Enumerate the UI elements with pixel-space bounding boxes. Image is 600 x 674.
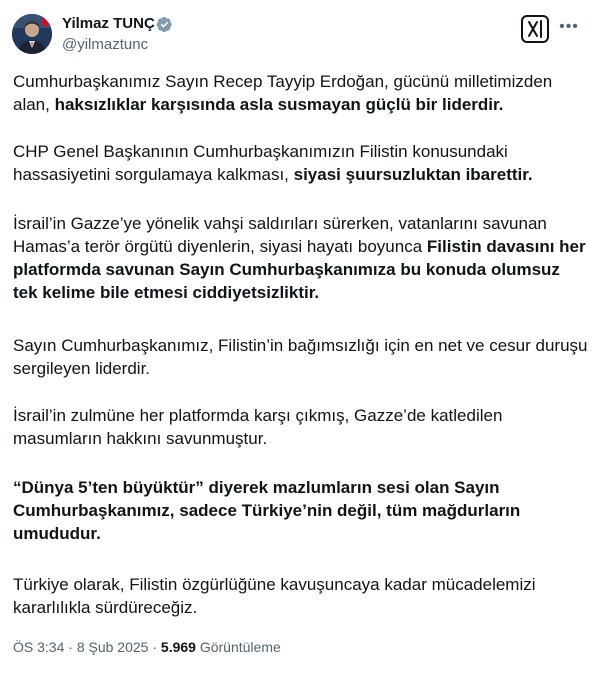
post-paragraph-6: “Dünya 5’ten büyüktür” diyerek mazlumların sesi olan Sayın Cumhurbaşkanımız, sadece Türkiye’nin değil, tüm mağdurların umududur. [13,478,521,543]
views-count[interactable]: 5.969 [160,639,196,655]
more-icon[interactable]: ••• [559,18,579,35]
avatar-portrait-icon [12,14,52,54]
p1-text: Cumhurbaşkanımız Sayın Recep Tayyip Erdoğan, gücünü milletimizden alan, [13,72,553,114]
post-paragraph-3 [13,212,588,304]
post-meta [13,637,281,657]
post-paragraph-7: Türkiye olarak, Filistin özgürlüğüne kavuşuncaya kadar mücadelemizi kararlılıkla sürdüreceğiz. [13,575,536,617]
post-time[interactable]: ÖS 3:34 [13,639,65,655]
meta-separator-2: · [152,639,158,655]
verified-badge-icon [156,16,173,33]
grok-icon[interactable] [521,15,549,43]
grok-glyph-icon [523,17,547,41]
p2-text: CHP Genel Başkanının Cumhurbaşkanımızın Filistin konusundaki hassasiyetini sorgulamaya kalkması, [13,142,508,184]
author-handle[interactable]: @yilmaztunc [62,36,149,53]
p1-bold: haksızlıklar karşısında asla susmayan güçlü bir liderdir. [54,95,504,114]
author-name[interactable]: Yilmaz TUNÇ [62,15,155,32]
post-paragraph-2 [13,140,588,186]
views-label: Görüntüleme [199,639,281,655]
meta-separator: · [68,639,73,655]
post-paragraph-1 [13,70,588,116]
post-date[interactable]: 8 Şub 2025 [76,639,149,655]
post-paragraph-4: Sayın Cumhurbaşkanımız, Filistin’in bağımsızlığı için en net ve cesur duruşu sergileyen liderdir. [13,336,588,378]
p3-bold: Filistin davasını her platformda savunan Sayın Cumhurbaşkanımıza bu konuda olumsuz tek kelime bile etmesi ciddiyetsizliktir. [13,237,586,302]
post-paragraph-5: İsrail’in zulmüne her platformda karşı çıkmış, Gazze’de katledilen masumların hakkını savunmuştur. [13,406,503,448]
author-avatar[interactable] [12,14,52,54]
p3-text: İsrail’in Gazze’ye yönelik vahşi saldırıları sürerken, vatanlarını savunan Hamas’a terör örgütü diyenlerin, siyasi hayatı boyunca [13,214,547,256]
p2-bold: siyasi şuursuzluktan ibarettir. [293,165,533,184]
